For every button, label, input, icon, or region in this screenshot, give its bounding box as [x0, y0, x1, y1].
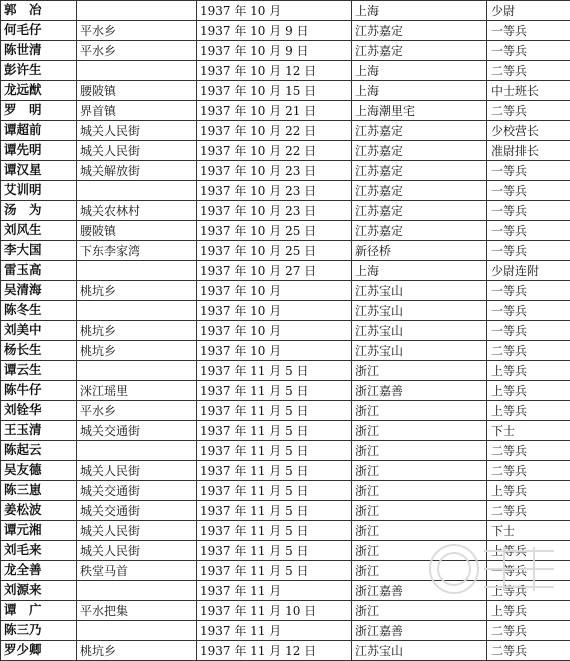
table-row	[1, 441, 570, 461]
table-row	[1, 141, 570, 161]
rank-cell: 少校营长	[487, 121, 570, 141]
date-cell: 1937 年 10 月	[197, 301, 352, 321]
hometown-cell: 平水乡	[77, 21, 197, 41]
location-cell: 江苏宝山	[352, 641, 487, 661]
name-cell: 艾训明	[1, 181, 77, 201]
table-row	[1, 581, 570, 601]
location-cell: 浙江	[352, 501, 487, 521]
location-cell: 江苏宝山	[352, 321, 487, 341]
hometown-cell: 城关交通街	[77, 481, 197, 501]
name-cell: 谭元湘	[1, 521, 77, 541]
date-cell: 1937 年 11 月 10 日	[197, 601, 352, 621]
roster-body	[1, 1, 570, 661]
hometown-cell: 城关农林村	[77, 201, 197, 221]
rank-cell: 一等兵	[487, 161, 570, 181]
location-cell: 江苏嘉定	[352, 21, 487, 41]
table-row	[1, 21, 570, 41]
date-cell: 1937 年 10 月 23 日	[197, 161, 352, 181]
location-cell: 浙江	[352, 541, 487, 561]
table-row	[1, 301, 570, 321]
location-cell: 上海	[352, 1, 487, 21]
date-cell: 1937 年 11 月 5 日	[197, 401, 352, 421]
rank-cell: 上等兵	[487, 381, 570, 401]
location-cell: 浙江	[352, 361, 487, 381]
name-cell: 吴友德	[1, 461, 77, 481]
hometown-cell: 城关解放街	[77, 161, 197, 181]
name-cell: 罗少卿	[1, 641, 77, 661]
table-row	[1, 621, 570, 641]
table-row	[1, 641, 570, 661]
date-cell: 1937 年 10 月 23 日	[197, 181, 352, 201]
date-cell: 1937 年 11 月 5 日	[197, 481, 352, 501]
date-cell: 1937 年 11 月 5 日	[197, 461, 352, 481]
name-cell: 李大国	[1, 241, 77, 261]
date-cell: 1937 年 11 月 5 日	[197, 361, 352, 381]
rank-cell: 一等兵	[487, 241, 570, 261]
name-cell: 谭云生	[1, 361, 77, 381]
location-cell: 江苏嘉定	[352, 41, 487, 61]
table-row	[1, 81, 570, 101]
rank-cell: 上等兵	[487, 401, 570, 421]
rank-cell: 上等兵	[487, 481, 570, 501]
name-cell: 陈牛仔	[1, 381, 77, 401]
table-row	[1, 161, 570, 181]
name-cell: 雷玉高	[1, 261, 77, 281]
name-cell: 陈世清	[1, 41, 77, 61]
date-cell: 1937 年 10 月 9 日	[197, 41, 352, 61]
name-cell: 谭先明	[1, 141, 77, 161]
hometown-cell	[77, 1, 197, 21]
name-cell: 刘毛来	[1, 541, 77, 561]
table-row	[1, 561, 570, 581]
name-cell: 杨长生	[1, 341, 77, 361]
table-row	[1, 121, 570, 141]
date-cell: 1937 年 11 月	[197, 621, 352, 641]
location-cell: 江苏嘉定	[352, 201, 487, 221]
location-cell: 新径桥	[352, 241, 487, 261]
hometown-cell	[77, 61, 197, 81]
location-cell: 江苏嘉定	[352, 181, 487, 201]
table-row	[1, 461, 570, 481]
date-cell: 1937 年 10 月	[197, 281, 352, 301]
rank-cell: 上等兵	[487, 541, 570, 561]
date-cell: 1937 年 11 月 5 日	[197, 381, 352, 401]
date-cell: 1937 年 10 月 21 日	[197, 101, 352, 121]
date-cell: 1937 年 10 月 15 日	[197, 81, 352, 101]
rank-cell: 下士	[487, 521, 570, 541]
hometown-cell: 平水把集	[77, 601, 197, 621]
date-cell: 1937 年 10 月	[197, 321, 352, 341]
rank-cell: 一等兵	[487, 561, 570, 581]
location-cell: 浙江	[352, 481, 487, 501]
name-cell: 谭超前	[1, 121, 77, 141]
rank-cell: 二等兵	[487, 101, 570, 121]
hometown-cell: 秩堂马首	[77, 561, 197, 581]
location-cell: 江苏嘉定	[352, 221, 487, 241]
location-cell: 浙江	[352, 521, 487, 541]
rank-cell: 少尉连附	[487, 261, 570, 281]
name-cell: 刘美中	[1, 321, 77, 341]
name-cell: 谭汉星	[1, 161, 77, 181]
hometown-cell	[77, 181, 197, 201]
hometown-cell	[77, 261, 197, 281]
table-row	[1, 261, 570, 281]
rank-cell: 二等兵	[487, 61, 570, 81]
name-cell: 刘铨华	[1, 401, 77, 421]
hometown-cell	[77, 361, 197, 381]
table-row	[1, 361, 570, 381]
location-cell: 上海	[352, 61, 487, 81]
table-row	[1, 101, 570, 121]
rank-cell: 一等兵	[487, 41, 570, 61]
rank-cell: 二等兵	[487, 641, 570, 661]
location-cell: 浙江	[352, 461, 487, 481]
date-cell: 1937 年 10 月 27 日	[197, 261, 352, 281]
hometown-cell	[77, 301, 197, 321]
table-row	[1, 541, 570, 561]
rank-cell: 少尉	[487, 1, 570, 21]
table-row	[1, 401, 570, 421]
name-cell: 刘风生	[1, 221, 77, 241]
date-cell: 1937 年 11 月 5 日	[197, 421, 352, 441]
date-cell: 1937 年 11 月 5 日	[197, 521, 352, 541]
hometown-cell: 城关人民街	[77, 461, 197, 481]
name-cell: 何毛仔	[1, 21, 77, 41]
date-cell: 1937 年 10 月 25 日	[197, 221, 352, 241]
name-cell: 陈冬生	[1, 301, 77, 321]
table-row	[1, 41, 570, 61]
hometown-cell	[77, 441, 197, 461]
hometown-cell: 城关人民街	[77, 141, 197, 161]
date-cell: 1937 年 11 月 5 日	[197, 441, 352, 461]
table-row	[1, 521, 570, 541]
hometown-cell: 城关人民街	[77, 521, 197, 541]
rank-cell: 一等兵	[487, 281, 570, 301]
table-row	[1, 281, 570, 301]
rank-cell: 一等兵	[487, 321, 570, 341]
name-cell: 郭 冶	[1, 1, 77, 21]
rank-cell: 一等兵	[487, 301, 570, 321]
hometown-cell: 平水乡	[77, 41, 197, 61]
date-cell: 1937 年 11 月	[197, 581, 352, 601]
date-cell: 1937 年 11 月 5 日	[197, 561, 352, 581]
location-cell: 江苏宝山	[352, 301, 487, 321]
hometown-cell: 界首镇	[77, 101, 197, 121]
rank-cell: 二等兵	[487, 341, 570, 361]
date-cell: 1937 年 11 月 5 日	[197, 501, 352, 521]
name-cell: 汤 为	[1, 201, 77, 221]
table-row	[1, 601, 570, 621]
rank-cell: 一等兵	[487, 201, 570, 221]
name-cell: 彭许生	[1, 61, 77, 81]
date-cell: 1937 年 10 月	[197, 1, 352, 21]
location-cell: 浙江	[352, 441, 487, 461]
name-cell: 陈三崽	[1, 481, 77, 501]
name-cell: 谭 广	[1, 601, 77, 621]
hometown-cell: 腰陂镇	[77, 221, 197, 241]
location-cell: 浙江嘉善	[352, 621, 487, 641]
date-cell: 1937 年 10 月 12 日	[197, 61, 352, 81]
location-cell: 浙江	[352, 561, 487, 581]
location-cell: 浙江	[352, 421, 487, 441]
rank-cell: 二等兵	[487, 501, 570, 521]
date-cell: 1937 年 10 月 9 日	[197, 21, 352, 41]
rank-cell: 一等兵	[487, 221, 570, 241]
name-cell: 刘源来	[1, 581, 77, 601]
hometown-cell	[77, 581, 197, 601]
location-cell: 江苏宝山	[352, 281, 487, 301]
rank-cell: 下士	[487, 421, 570, 441]
name-cell: 王玉清	[1, 421, 77, 441]
name-cell: 罗 明	[1, 101, 77, 121]
date-cell: 1937 年 10 月 22 日	[197, 141, 352, 161]
table-row	[1, 1, 570, 21]
rank-cell: 上等兵	[487, 581, 570, 601]
location-cell: 上海	[352, 81, 487, 101]
table-row	[1, 321, 570, 341]
table-row	[1, 381, 570, 401]
date-cell: 1937 年 11 月 5 日	[197, 541, 352, 561]
table-row	[1, 181, 570, 201]
name-cell: 陈起云	[1, 441, 77, 461]
name-cell: 龙远猷	[1, 81, 77, 101]
location-cell: 浙江嘉善	[352, 381, 487, 401]
date-cell: 1937 年 10 月 25 日	[197, 241, 352, 261]
table-row	[1, 501, 570, 521]
table-row	[1, 341, 570, 361]
location-cell: 江苏宝山	[352, 341, 487, 361]
date-cell: 1937 年 10 月 22 日	[197, 121, 352, 141]
rank-cell: 二等兵	[487, 441, 570, 461]
hometown-cell: 城关交通街	[77, 501, 197, 521]
hometown-cell: 桃坑乡	[77, 641, 197, 661]
location-cell: 上海潮里宅	[352, 101, 487, 121]
location-cell: 上海	[352, 261, 487, 281]
name-cell: 姜松波	[1, 501, 77, 521]
name-cell: 龙全善	[1, 561, 77, 581]
hometown-cell: 桃坑乡	[77, 341, 197, 361]
location-cell: 浙江	[352, 601, 487, 621]
rank-cell: 二等兵	[487, 621, 570, 641]
location-cell: 浙江嘉善	[352, 581, 487, 601]
location-cell: 江苏嘉定	[352, 161, 487, 181]
location-cell: 江苏嘉定	[352, 141, 487, 161]
date-cell: 1937 年 10 月	[197, 341, 352, 361]
name-cell: 陈三乃	[1, 621, 77, 641]
table-row	[1, 481, 570, 501]
location-cell: 浙江	[352, 401, 487, 421]
rank-cell: 一等兵	[487, 181, 570, 201]
table-row	[1, 61, 570, 81]
table-row	[1, 201, 570, 221]
name-cell: 吴清海	[1, 281, 77, 301]
hometown-cell: 平水乡	[77, 401, 197, 421]
hometown-cell: 城关人民街	[77, 541, 197, 561]
rank-cell: 一等兵	[487, 21, 570, 41]
date-cell: 1937 年 10 月 23 日	[197, 201, 352, 221]
hometown-cell	[77, 621, 197, 641]
hometown-cell: 洣江瑶里	[77, 381, 197, 401]
rank-cell: 准尉排长	[487, 141, 570, 161]
table-row	[1, 241, 570, 261]
rank-cell: 上等兵	[487, 361, 570, 381]
hometown-cell: 城关交通街	[77, 421, 197, 441]
rank-cell: 上等兵	[487, 601, 570, 621]
hometown-cell: 腰陂镇	[77, 81, 197, 101]
rank-cell: 中士班长	[487, 81, 570, 101]
rank-cell: 二等兵	[487, 461, 570, 481]
hometown-cell: 桃坑乡	[77, 321, 197, 341]
hometown-cell: 桃坑乡	[77, 281, 197, 301]
hometown-cell: 下东李家湾	[77, 241, 197, 261]
hometown-cell: 城关人民街	[77, 121, 197, 141]
table-row	[1, 221, 570, 241]
date-cell: 1937 年 11 月 12 日	[197, 641, 352, 661]
table-row	[1, 421, 570, 441]
location-cell: 江苏嘉定	[352, 121, 487, 141]
